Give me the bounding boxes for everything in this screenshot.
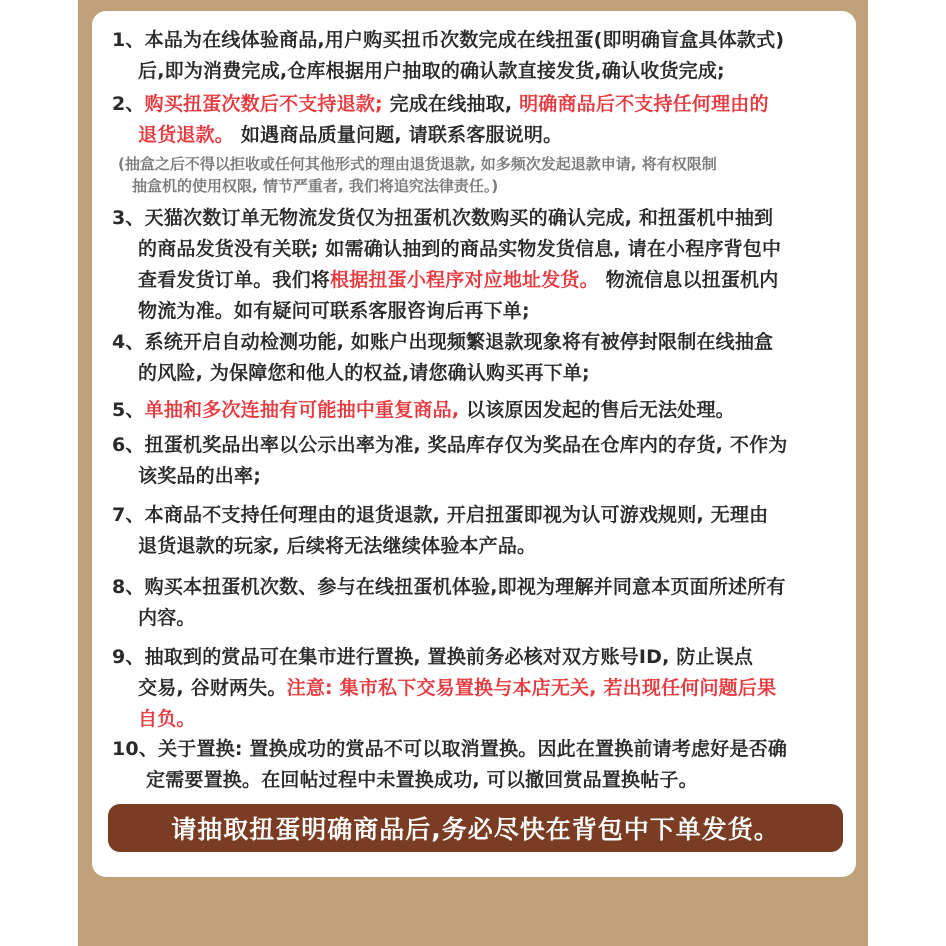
rule-text: 8、购买本扭蛋机次数、参与在线扭蛋机体验,即视为理解并同意本页面所述所有 <box>112 576 786 598</box>
rule-text: 物流信息以扭蛋机内 <box>598 269 779 291</box>
rule-text: 2、 <box>112 93 145 115</box>
rule-item-9 <box>112 642 842 735</box>
rule-line <box>112 56 842 87</box>
rule-line <box>112 89 842 120</box>
rule-line <box>112 203 842 234</box>
rule-item-8 <box>112 572 842 634</box>
ship-reminder-banner: 请抽取扭蛋明确商品后,务必尽快在背包中下单发货。 <box>108 804 843 852</box>
highlight-text: 明确商品后不支持任何理由的 <box>519 93 769 115</box>
rule-text: 以该原因发起的售后无法处理。 <box>459 399 735 421</box>
rule-text: 内容。 <box>138 607 196 629</box>
rule-item-4 <box>112 327 842 389</box>
rule-text: 后,即为消费完成,仓库根据用户抽取的确认款直接发货,确认收货完成; <box>138 60 725 82</box>
note-line: (抽盒之后不得以拒收或任何其他形式的理由退货退款, 如多频次发起退款申请, 将有权限制 <box>118 155 717 173</box>
rule-text: 6、扭蛋机奖品出率以公示出率为准, 奖品库存仅为奖品在仓库内的存货, 不作为 <box>112 434 788 456</box>
highlight-text: 自负。 <box>138 708 196 730</box>
rule-line <box>112 603 842 634</box>
rule-text: 的商品发货没有关联; 如需确认抽到的商品实物发货信息, 请在小程序背包中 <box>138 238 782 260</box>
rule-text: 5、 <box>112 399 145 421</box>
rule-text: 4、系统开启自动检测功能, 如账户出现频繁退款现象将有被停封限制在线抽盒 <box>112 331 774 353</box>
rule-line <box>112 642 842 673</box>
rule-line <box>112 765 842 796</box>
rule-text: 交易, 谷财两失。 <box>138 677 287 699</box>
rule-text: 完成在线抽取, <box>382 93 520 115</box>
refund-note <box>118 153 838 197</box>
rule-text: 定需要置换。在回帖过程中未置换成功, 可以撤回赏品置换帖子。 <box>146 769 698 791</box>
rule-item-7 <box>112 500 842 562</box>
rule-line <box>112 265 842 296</box>
rule-line <box>112 531 842 562</box>
highlight-text: 单抽和多次连抽有可能抽中重复商品, <box>144 399 460 421</box>
highlight-text: 退货退款。 <box>138 124 235 146</box>
rule-line <box>112 296 842 327</box>
rule-line <box>112 234 842 265</box>
rule-text: 查看发货订单。我们将 <box>138 269 331 291</box>
highlight-text: 购买扭蛋次数后不支持退款; <box>144 93 383 115</box>
rule-text: 3、天猫次数订单无物流发货仅为扭蛋机次数购买的确认完成, 和扭蛋机中抽到 <box>112 207 774 229</box>
rule-text: 该奖品的出率; <box>138 465 261 487</box>
rule-line <box>112 673 842 704</box>
rule-line <box>112 358 842 389</box>
rule-item-1 <box>112 25 842 87</box>
rule-text: 9、抽取到的赏品可在集市进行置换, 置换前务必核对双方账号ID, 防止误点 <box>112 646 754 668</box>
rule-item-3 <box>112 203 842 327</box>
rule-text: 退货退款的玩家, 后续将无法继续体验本产品。 <box>138 535 537 557</box>
rule-item-2 <box>112 89 842 151</box>
rule-line <box>112 704 842 735</box>
highlight-text: 根据扭蛋小程序对应地址发货。 <box>330 269 599 291</box>
rule-line <box>112 734 842 765</box>
rule-item-10 <box>112 734 842 796</box>
highlight-text: 注意: 集市私下交易置换与本店无关, 若出现任何问题后果 <box>286 677 777 699</box>
rule-item-6 <box>112 430 842 492</box>
rule-line <box>112 25 842 56</box>
rule-text: 10、关于置换: 置换成功的赏品不可以取消置换。因此在置换前请考虑好是否确 <box>112 738 788 760</box>
rule-line <box>112 430 842 461</box>
rule-line <box>112 572 842 603</box>
rule-text: 的风险, 为保障您和他人的权益,请您确认购买再下单; <box>138 362 590 384</box>
rule-line <box>112 461 842 492</box>
rule-text: 物流为准。如有疑问可联系客服咨询后再下单; <box>138 300 530 322</box>
rule-text: 如遇商品质量问题, 请联系客服说明。 <box>234 124 563 146</box>
note-line: 抽盒机的使用权限, 情节严重者, 我们将追究法律责任。) <box>132 177 499 195</box>
rule-text: 7、本商品不支持任何理由的退货退款, 开启扭蛋即视为认可游戏规则, 无理由 <box>112 504 769 526</box>
rule-text: 1、本品为在线体验商品,用户购买扭币次数完成在线扭蛋(即明确盲盒具体款式) <box>112 29 785 51</box>
rule-line <box>112 120 842 151</box>
rule-item-5 <box>112 395 842 426</box>
rule-line <box>112 500 842 531</box>
rule-line <box>112 327 842 358</box>
rule-line <box>112 395 842 426</box>
